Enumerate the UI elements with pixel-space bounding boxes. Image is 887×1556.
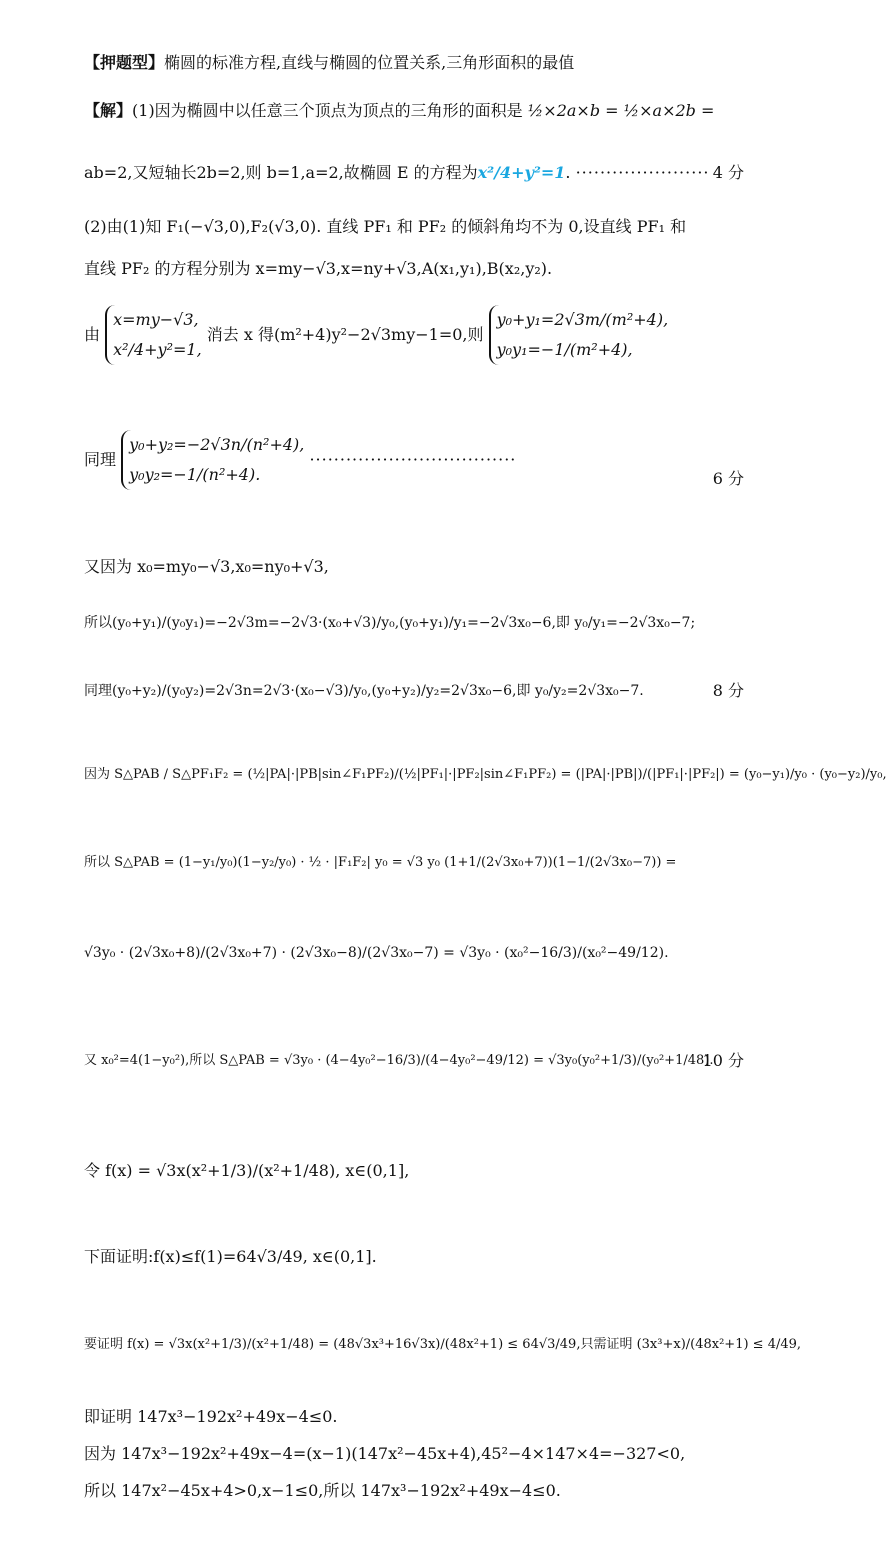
part1-text-b: ab=2,又短轴长2b=2,则 b=1,a=2,故椭圆 E 的方程为 — [84, 163, 478, 182]
system-2-eq-a: y₀+y₁=2√3m/(m²+4), — [496, 310, 669, 329]
ellipse-equation-answer: x²/4+y²=1 — [477, 163, 566, 182]
prove-claim-line — [84, 1246, 744, 1268]
heading-line — [84, 52, 744, 74]
area-line-3 — [84, 1050, 744, 1072]
x0-relation-line — [84, 556, 744, 578]
prove-step-line — [84, 1334, 802, 1356]
prove-poly-line — [84, 1406, 744, 1428]
heading-tag: 【押题型】 — [84, 53, 165, 72]
area-line-1 — [84, 852, 744, 874]
area-eq-2: √3y₀ · (2√3x₀+8)/(2√3x₀+7) · (2√3x₀−8)/(2√3x₀−7) = √3y₀ · (x₀²−16/3)/(x₀²−49/12). — [84, 945, 669, 961]
ratio-eq-2: 同理(y₀+y₂)/(y₀y₂)=2√3n=2√3·(x₀−√3)/y₀,(y₀+y₂)/y₂=2√3x₀−6,即 y₀/y₂=2√3x₀−7. — [84, 683, 644, 699]
prove-poly: 即证明 147x³−192x²+49x−4≤0. — [84, 1407, 338, 1426]
conclusion-line — [84, 1480, 744, 1502]
similarly-label: 同理 — [84, 450, 117, 469]
area-line-2 — [84, 942, 744, 964]
part2-line2 — [84, 258, 744, 280]
part1-equation: ½×2a×b = ½×a×2b = — [527, 101, 715, 120]
part2-line1 — [84, 216, 744, 238]
area-eq-3: 又 x₀²=4(1−y₀²),所以 S△PAB = √3y₀ · (4−4y₀²−16/3)/(4−4y₀²−49/12) = √3y₀(y₀²+1/3)/(y₀²+1/48). — [84, 1053, 714, 1068]
system-2-eq-b: y₀y₁=−1/(m²+4), — [496, 340, 633, 359]
you-label: 由 — [84, 325, 101, 344]
score-10: 10 分 — [702, 1051, 744, 1070]
part1-text-a: (1)因为椭圆中以任意三个顶点为顶点的三角形的面积是 — [132, 101, 523, 120]
score-dots: ······················ — [575, 163, 710, 182]
system-3-eq-b: y₀y₂=−1/(n²+4). — [129, 465, 261, 484]
similarly-system-line — [84, 430, 744, 530]
part2-text-a: (2)由(1)知 F₁(−√3,0),F₂(√3,0). 直线 PF₁ 和 PF₂ 的倾斜角均不为 0,设直线 PF₁ 和 — [84, 217, 687, 236]
part1-end: . — [565, 163, 571, 182]
eliminate-text: 消去 x 得(m²+4)y²−2√3my−1=0,则 — [206, 325, 484, 344]
prove-step: 要证明 f(x) = √3x(x²+1/3)/(x²+1/48) = (48√3x³+16√3x)/(48x²+1) ≤ 64√3/49,只需证明 (3x³+x)/(48x²+1) ≤ 4/49, — [84, 1337, 802, 1352]
part1-line1 — [84, 100, 744, 122]
system-1-eq-a: x=my−√3, — [113, 310, 199, 329]
function-def: 令 f(x) = √3x(x²+1/3)/(x²+1/48), x∈(0,1], — [84, 1161, 410, 1180]
factor-eq: 因为 147x³−192x²+49x−4=(x−1)(147x²−45x+4),45²−4×147×4=−327<0, — [84, 1444, 686, 1463]
ratio-line-2 — [84, 680, 744, 702]
score-dots: ·································· — [309, 450, 517, 469]
part1-line2 — [84, 162, 744, 184]
system-3-eq-a: y₀+y₂=−2√3n/(n²+4), — [129, 435, 305, 454]
score-4: 4 分 — [712, 163, 744, 182]
prove-claim: 下面证明:f(x)≤f(1)=64√3/49, x∈(0,1]. — [84, 1247, 377, 1266]
area-ratio-line — [84, 764, 887, 786]
area-ratio-eq: 因为 S△PAB / S△PF₁F₂ = (½|PA|·|PB|sin∠F₁PF₂)/(½|PF₁|·|PF₂|sin∠F₁PF₂) = (|PA|·|PB|)/(|PF₁|·|PF₂|) = (y₀−y₁)/y₀ · (y₀−y₂)/y₀, — [84, 767, 887, 782]
score-6: 6 分 — [712, 469, 744, 488]
system-1 — [105, 305, 202, 365]
ratio-eq-1: 所以(y₀+y₁)/(y₀y₁)=−2√3m=−2√3·(x₀+√3)/y₀,(y₀+y₁)/y₁=−2√3x₀−6,即 y₀/y₁=−2√3x₀−7; — [84, 615, 696, 631]
heading-text: 椭圆的标准方程,直线与椭圆的位置关系,三角形面积的最值 — [164, 53, 575, 72]
system-line — [84, 305, 744, 395]
area-eq-1: 所以 S△PAB = (1−y₁/y₀)(1−y₂/y₀) · ½ · |F₁F₂| y₀ = √3 y₀ (1+1/(2√3x₀+7))(1−1/(2√3x₀−7)) = — [84, 855, 677, 870]
x0-relation: 又因为 x₀=my₀−√3,x₀=ny₀+√3, — [84, 557, 329, 576]
function-def-line — [84, 1160, 744, 1182]
system-3 — [121, 430, 304, 490]
system-1-eq-b: x²/4+y²=1, — [113, 340, 202, 359]
conclusion: 所以 147x²−45x+4>0,x−1≤0,所以 147x³−192x²+49x−4≤0. — [84, 1481, 561, 1500]
ratio-line-1 — [84, 612, 744, 634]
solution-tag: 【解】 — [84, 101, 133, 120]
score-8: 8 分 — [712, 681, 744, 700]
system-2 — [489, 305, 669, 365]
part2-text-b: 直线 PF₂ 的方程分别为 x=my−√3,x=ny+√3,A(x₁,y₁),B(x₂,y₂). — [84, 259, 553, 278]
factor-line — [84, 1443, 744, 1465]
